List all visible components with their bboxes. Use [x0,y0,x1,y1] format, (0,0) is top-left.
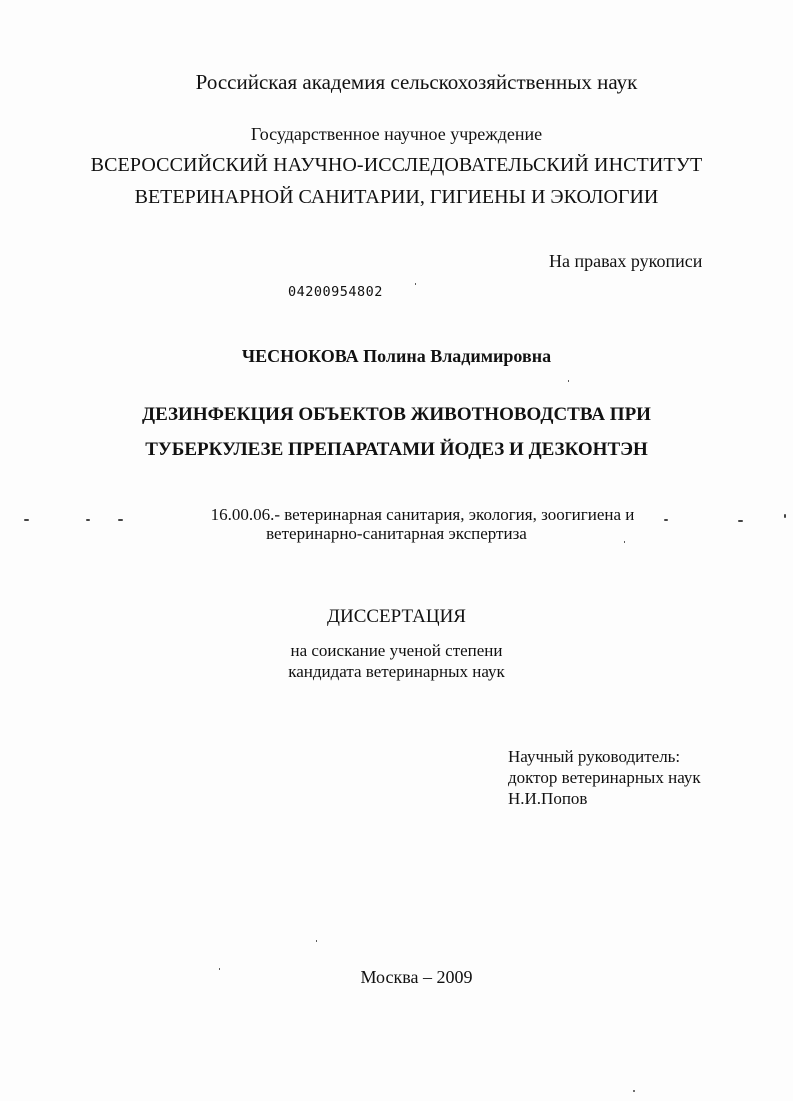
scan-speck [415,283,416,285]
scan-speck [738,520,743,522]
scan-speck [784,514,786,518]
dissertation-title-line1: ДЕЗИНФЕКЦИЯ ОБЪЕКТОВ ЖИВОТНОВОДСТВА ПРИ [142,404,651,425]
supervisor-name: Н.И.Попов [508,789,588,808]
institute-name-line1: ВСЕРОССИЙСКИЙ НАУЧНО-ИССЛЕДОВАТЕЛЬСКИЙ ИНСТИТУТ [90,154,703,176]
degree-line2: кандидата ветеринарных наук [288,662,505,681]
scan-speck [633,1090,635,1092]
work-type: ДИССЕРТАЦИЯ [327,606,466,627]
scan-speck [24,519,29,521]
manuscript-note: На правах рукописи [549,251,703,271]
scan-speck [118,519,123,521]
dissertation-title-line2: ТУБЕРКУЛЕЗЕ ПРЕПАРАТАМИ ЙОДЕЗ И ДЕЗКОНТЭН [145,439,648,460]
scan-speck [316,940,317,942]
scan-speck [624,541,625,543]
scan-speck [219,968,220,970]
institution-type: Государственное научное учреждение [250,124,543,144]
supervisor-rank: доктор ветеринарных наук [508,768,701,787]
scan-speck [664,519,668,521]
supervisor-label: Научный руководитель: [508,747,681,766]
academy-name: Российская академия сельскохозяйственных наук [195,70,638,94]
scan-speck [568,380,569,382]
specialty-line2: ветеринарно-санитарная экспертиза [266,524,527,543]
scan-speck [86,519,90,521]
registration-code: 04200954802 [288,284,383,300]
city-year: Москва – 2009 [360,967,473,987]
institute-name-line2: ВЕТЕРИНАРНОЙ САНИТАРИИ, ГИГИЕНЫ И ЭКОЛОГИИ [134,186,659,208]
specialty-line1: 16.00.06.- ветеринарная санитария, экология, зоогигиена и [210,505,635,524]
degree-line1: на соискание ученой степени [290,641,503,660]
author-name: ЧЕСНОКОВА Полина Владимировна [241,346,552,366]
